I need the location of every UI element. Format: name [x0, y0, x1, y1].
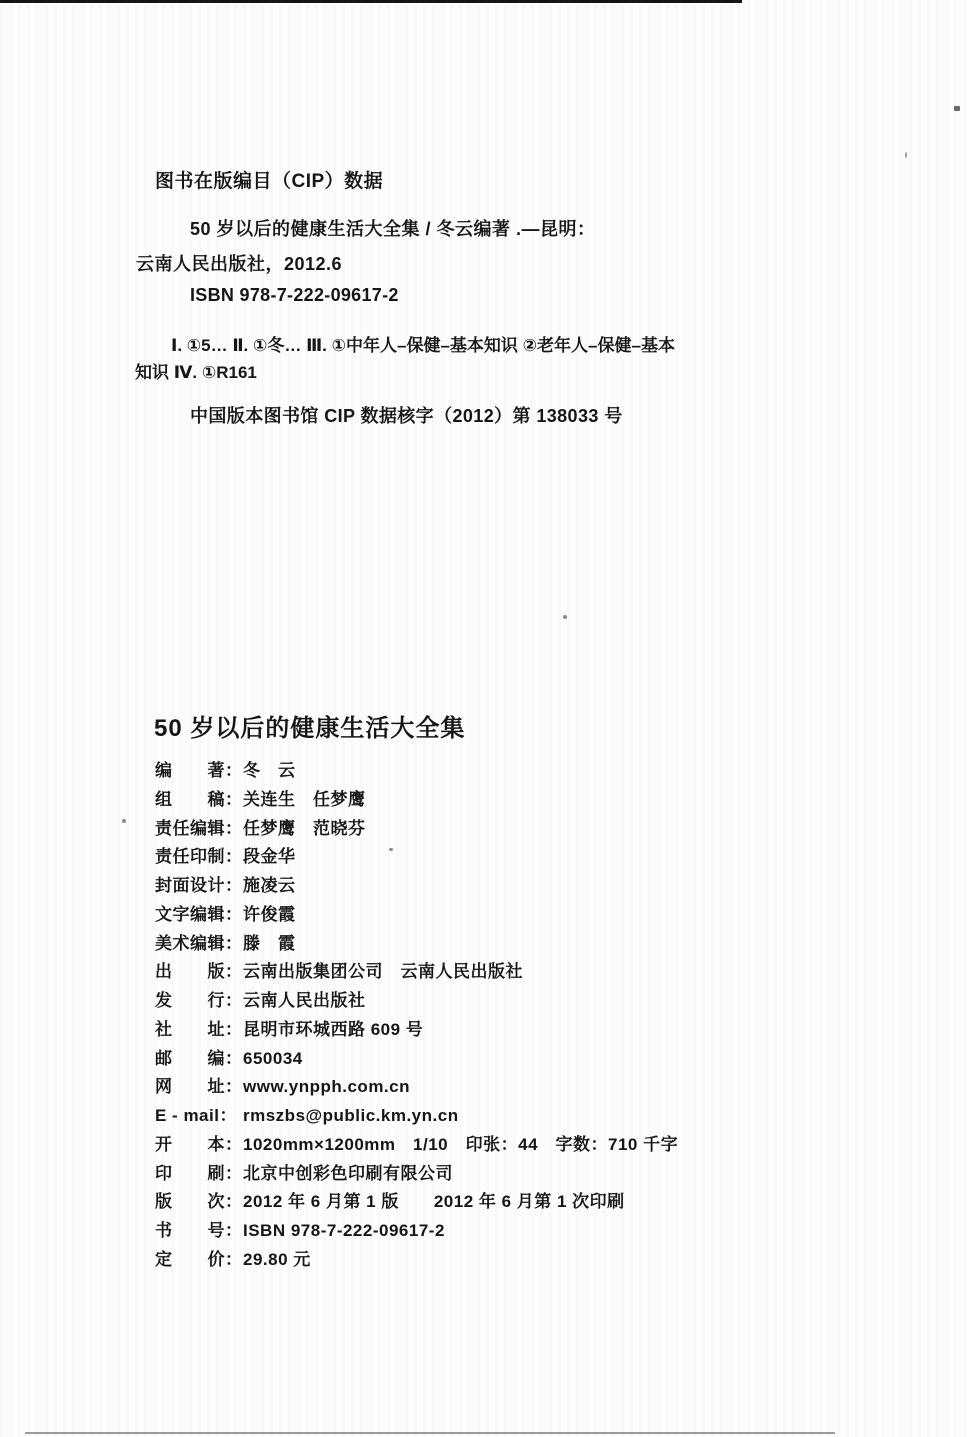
title-underline-rule: [0, 0, 742, 3]
imprint-row-art-editor: [155, 930, 678, 959]
imprint-row-print-supervisor: [155, 843, 678, 872]
imprint-row-edition: [155, 1188, 678, 1217]
row-value: 段金华: [243, 847, 296, 867]
imprint-row-website: [155, 1073, 678, 1102]
cip-entry-line-1: 50 岁以后的健康生活大全集 / 冬云编著 .—昆明：: [190, 219, 596, 239]
row-label: 封面设计：: [155, 876, 243, 895]
imprint-row-editor: [155, 757, 678, 786]
scan-speck: [905, 152, 907, 158]
row-label: 文字编辑：: [155, 904, 243, 924]
row-label: 版 次：: [155, 1192, 243, 1212]
imprint-row-distributor: [155, 987, 678, 1016]
imprint-row-format: [155, 1131, 678, 1160]
cip-isbn: ISBN 978-7-222-09617-2: [190, 285, 399, 305]
imprint-row-responsible-editor: [155, 815, 678, 844]
row-label: 网 址：: [155, 1077, 243, 1097]
imprint-row-email: [155, 1102, 678, 1131]
cip-entry-line-2: 云南人民出版社，2012.6: [136, 254, 343, 274]
row-label: 社 址：: [155, 1019, 243, 1039]
row-label: 定 价：: [155, 1249, 243, 1269]
row-label: 邮 编：: [155, 1048, 243, 1068]
row-value: 施凌云: [243, 876, 296, 895]
row-value: 滕 霞: [243, 933, 296, 953]
row-value: 昆明市环城西路 609 号: [243, 1019, 424, 1039]
row-value: 云南出版集团公司 云南人民出版社: [243, 962, 523, 982]
row-label: 编 著：: [155, 761, 243, 780]
row-value: rmszbs@public.km.yn.cn: [243, 1106, 459, 1125]
cip-classification-line-1: Ⅰ. ①5… Ⅱ. ①冬… Ⅲ. ①中年人–保健–基本知识 ②老年人–保健–基本: [171, 336, 675, 355]
imprint-row-text-editor: [155, 901, 678, 930]
row-label: 美术编辑：: [155, 933, 243, 953]
imprint-rows: [155, 757, 678, 1275]
imprint-row-isbn: [155, 1217, 678, 1246]
row-value: 2012 年 6 月第 1 版 2012 年 6 月第 1 次印刷: [243, 1192, 625, 1212]
row-label: 出 版：: [155, 962, 243, 982]
row-value: 任梦鹰 范晓芬: [243, 818, 366, 838]
imprint-row-price: [155, 1246, 678, 1275]
scan-speck: [389, 848, 393, 851]
cip-record-number: 中国版本图书馆 CIP 数据核字（2012）第 138033 号: [190, 406, 623, 426]
row-value: 许俊霞: [243, 904, 296, 924]
scan-artifact-bottom-line: [25, 1432, 835, 1434]
row-label: 组 稿：: [155, 789, 243, 809]
row-label: 开 本：: [155, 1134, 243, 1154]
imprint-row-organizer: [155, 786, 678, 815]
row-label: 责任编辑：: [155, 818, 243, 838]
row-value: 650034: [243, 1048, 303, 1068]
row-label: 发 行：: [155, 991, 243, 1010]
imprint-row-cover-design: [155, 872, 678, 901]
row-value: 北京中创彩色印刷有限公司: [243, 1163, 453, 1183]
row-value: 冬 云: [243, 761, 296, 780]
row-value: 1020mm×1200mm 1/10 印张：44 字数：710 千字: [243, 1134, 679, 1154]
scan-speck: [122, 819, 126, 823]
imprint-row-address: [155, 1016, 678, 1045]
imprint-row-postcode: [155, 1045, 678, 1074]
row-label: E - mail：: [155, 1106, 237, 1125]
row-label: 印 刷：: [155, 1163, 243, 1183]
row-value: ISBN 978-7-222-09617-2: [243, 1221, 445, 1240]
row-value: 云南人民出版社: [243, 991, 366, 1010]
row-value: 29.80 元: [243, 1249, 311, 1269]
book-title: 50 岁以后的健康生活大全集: [154, 715, 466, 742]
imprint-row-publisher: [155, 958, 678, 987]
cip-header: 图书在版编目（CIP）数据: [155, 171, 384, 192]
row-value: 关连生 任梦鹰: [243, 789, 366, 809]
scan-speck: [563, 615, 567, 619]
scan-speck: [954, 106, 960, 111]
row-value: www.ynpph.com.cn: [243, 1077, 410, 1097]
row-label: 书 号：: [155, 1221, 243, 1240]
imprint-row-printer: [155, 1160, 678, 1189]
row-label: 责任印制：: [155, 847, 243, 867]
cip-classification-line-2: 知识 Ⅳ. ①R161: [135, 363, 257, 382]
